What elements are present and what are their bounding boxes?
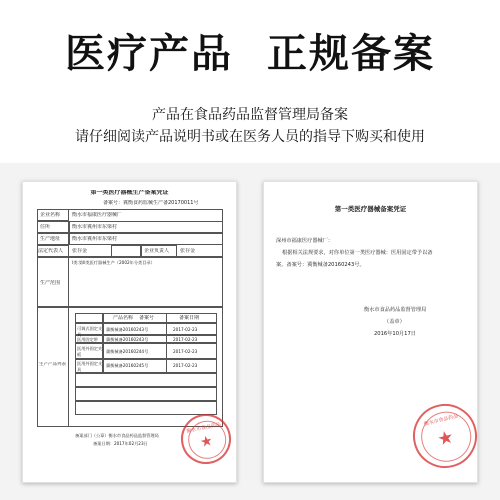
product-name: 医用固定带 [77, 337, 98, 342]
product-no: 冀衡械备20160243号 [106, 327, 149, 332]
seal-text: 衡水市食品药品 [423, 413, 459, 428]
owner-label: 企业负责人 [144, 248, 170, 254]
table-header: 备案号 [139, 315, 155, 321]
right-line1: 深州市福康医疗器械厂： [276, 238, 334, 244]
star-icon: ★ [435, 426, 456, 451]
right-doc-title: 第一类医疗器械备案凭证 [334, 205, 407, 213]
right-seal: （盖章） [384, 319, 405, 325]
product-no: 冀衡械备20160243号 [106, 337, 149, 342]
right-org: 衡水市食品药品监督管理局 [364, 307, 427, 313]
right-line2: 根据相关法规要求，对你单位第一类医疗器械：医用固定带予以备 [282, 250, 433, 256]
title-right: 正规备案 [267, 31, 435, 77]
title-banner [0, 22, 500, 79]
product-name: 医用外固定支具 [77, 361, 103, 372]
scope-label: 生产范围 [40, 280, 61, 286]
title-left: 医疗产品 [65, 31, 233, 77]
product-no: 冀衡械备20160245号 [106, 363, 149, 368]
table-header: 备案日期 [179, 315, 200, 321]
row-label: 企业名称 [40, 212, 61, 218]
row-value: 衡水市冀州市东梁村 [72, 236, 118, 242]
product-list-label: 生产产品列表 [39, 362, 66, 367]
scope-value: I类:第II类医疗器械生产（2002年分类目录） [72, 260, 155, 265]
product-date: 2017-02-23 [173, 363, 198, 368]
owner-value: 张存金 [180, 248, 196, 254]
seal-text: 衡水市食品药品 [185, 421, 222, 435]
row-value: 张存金 [72, 248, 88, 254]
left-footer: 备案部门（公章）衡水市食品药品监督管理局 [75, 433, 159, 438]
product-date: 2017-02-23 [173, 349, 198, 354]
right-certificate [263, 181, 478, 483]
left-certificate [22, 181, 237, 483]
official-seal [406, 397, 484, 475]
left-doc-title: 第一类医疗器械生产备案凭证 [90, 190, 169, 196]
star-icon: ★ [198, 432, 215, 452]
product-name: 医用外固定夹板 [77, 346, 103, 357]
product-date: 2017-02-23 [173, 327, 198, 332]
right-line3: 案。备案号：冀衡械备20160243号。 [276, 262, 365, 268]
right-date: 2016年10月17日 [374, 331, 416, 337]
product-date: 2017-02-23 [173, 337, 198, 342]
product-no: 冀衡械备20160244号 [106, 349, 149, 354]
row-value: 衡水市福康医疗器械厂 [72, 212, 123, 218]
left-date: 备案日期：2017年02月23日 [93, 441, 148, 446]
subtitle-line2: 请仔细阅读产品说明书或在医务人员的指导下购买和使用 [75, 129, 425, 145]
subtitle-line1: 产品在食品药品监督管理局备案 [152, 107, 348, 123]
product-name: 可调式固定支具 [77, 326, 103, 337]
row-value: 衡水市冀州市东梁村 [72, 224, 118, 230]
row-label: 住所 [40, 224, 51, 230]
left-doc-number: 备案号：冀衡食药监械生产备20170011号 [103, 200, 199, 206]
row-label: 法定代表人 [38, 248, 64, 254]
row-label: 生产地址 [40, 236, 61, 242]
table-header: 产品名称 [113, 315, 134, 321]
